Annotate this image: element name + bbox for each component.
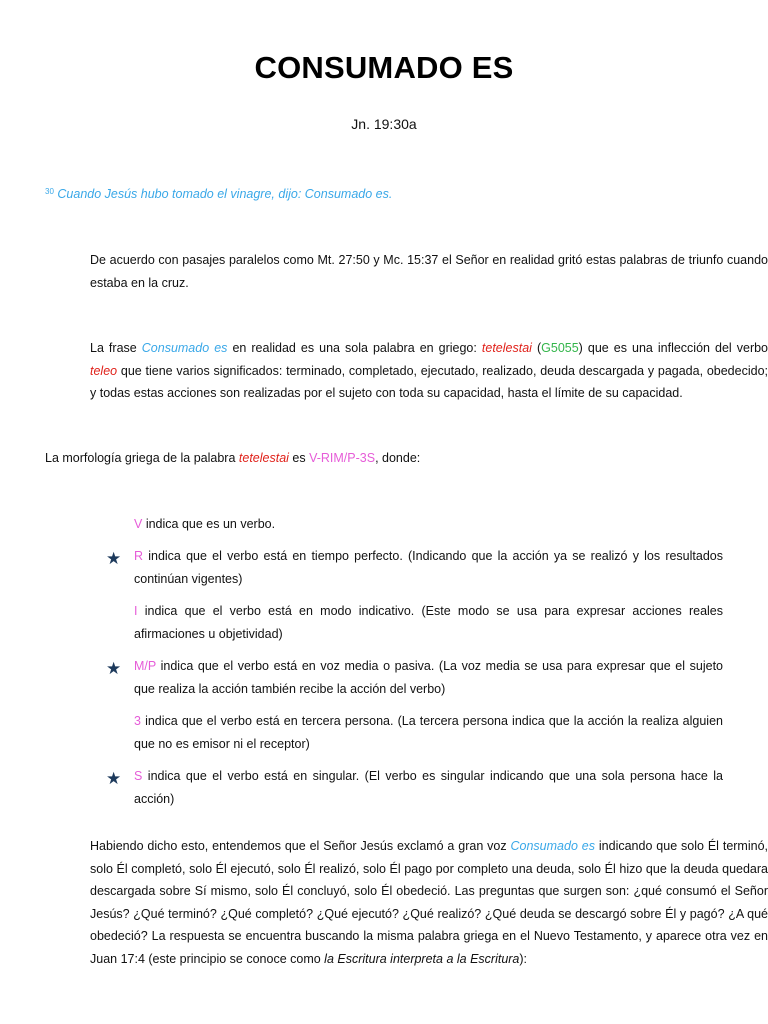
paragraph-frase: La frase Consumado es en realidad es una sola palabra en griego: tetelestai (G5055) que es una inflección del verbo teleo que tiene varios significados: terminado, completado, ejecutado, realizado, deuda descargada y pagada, obedecido; y todas estas acciones son realizadas por el sujeto con toda su capacidad, hasta el límite de su capacidad. xyxy=(90,341,768,400)
term-tetelestai: tetelestai xyxy=(481,341,532,355)
morphology-code: V-RIM/P-3S xyxy=(309,451,376,465)
verse-number: 30 xyxy=(45,187,54,196)
verse-quote xyxy=(45,187,392,201)
verse-text: Cuando Jesús hubo tomado el vinagre, dijo: Consumado es. xyxy=(57,187,393,201)
term-teleo: teleo xyxy=(90,363,118,378)
strongs-number: G5055 xyxy=(541,341,579,355)
morph-item-s: S indica que el verbo está en singular. (El verbo es singular indicando que una sola persona hace la acción) xyxy=(134,769,723,806)
morph-item-i: I indica que el verbo está en modo indicativo. (Este modo se usa para expresar acciones reales afirmaciones u objetividad) xyxy=(134,604,723,641)
scripture-reference: Jn. 19:30a xyxy=(351,116,417,132)
star-icon: ★ xyxy=(106,659,122,678)
term-consumado-es: Consumado es xyxy=(141,341,228,355)
paragraph-parallels: De acuerdo con pasajes paralelos como Mt. 27:50 y Mc. 15:37 el Señor en realidad gritó estas palabras de triunfo cuando estaba en la cruz. xyxy=(90,253,768,290)
star-icon: ★ xyxy=(106,549,122,568)
morph-item-v: V indica que es un verbo. xyxy=(134,517,276,531)
principle-phrase: la Escritura interpreta a la Escritura xyxy=(324,951,520,966)
morph-item-r: R indica que el verbo está en tiempo perfecto. (Indicando que la acción ya se realizó y los resultados continúan vigentes) xyxy=(134,549,723,586)
page-title: CONSUMADO ES xyxy=(254,50,514,85)
term-consumado-es: Consumado es xyxy=(510,839,595,853)
term-tetelestai: tetelestai xyxy=(238,451,289,465)
paragraph-conclusion: Habiendo dicho esto, entendemos que el Señor Jesús exclamó a gran voz Consumado es indicando que solo Él terminó, solo Él completó, solo Él ejecutó, solo Él realizó, solo Él pago por completo una deuda, solo Él hizo que la deuda quedara descargada sobre Sí mismo, solo Él concluyó, solo Él obedeció. Las preguntas que surgen son: ¿qué consumó el Señor Jesús? ¿Qué terminó? ¿Qué completó? ¿Qué ejecutó? ¿Qué realizó? ¿Qué deuda se descargó sobre Él y pagó? ¿A qué obedeció? La respuesta se encuentra buscando la misma palabra griega en el Nuevo Testamento, y aparece otra vez en Juan 17:4 (este principio se conoce como la Escritura interpreta a la Escritura): xyxy=(90,839,768,966)
star-icon: ★ xyxy=(106,769,122,788)
morph-item-mp: M/P indica que el verbo está en voz media o pasiva. (La voz media se usa para expresar que el sujeto que realiza la acción también recibe la acción del verbo) xyxy=(134,659,723,696)
paragraph-morfologia: La morfología griega de la palabra tetelestai es V-RIM/P-3S, donde: xyxy=(45,451,421,465)
morph-item-3: 3 indica que el verbo está en tercera persona. (La tercera persona indica que la acción la realiza alguien que no es emisor ni el receptor) xyxy=(134,714,723,751)
